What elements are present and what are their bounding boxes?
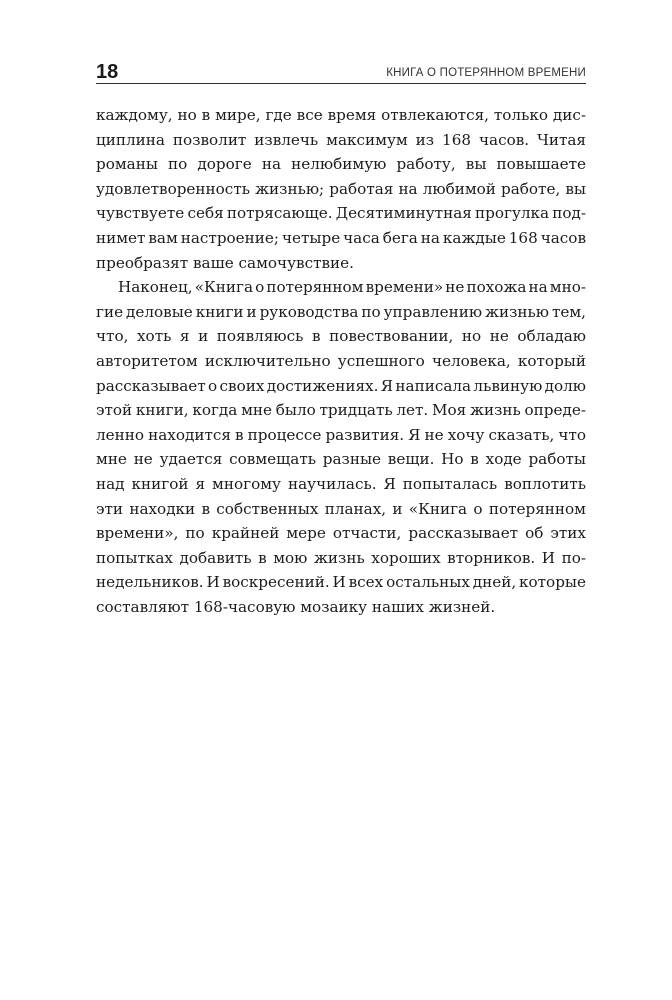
text-line: ленно находится в процессе развития. Я не хочу сказать, что xyxy=(96,425,586,444)
text-line: Наконец, «Книга о потерянном времени» не похожа на мно- xyxy=(118,278,586,297)
text-line: мне не удается совмещать разные вещи. Но в ходе работы xyxy=(96,450,586,469)
text-line: авторитетом исключительно успешного человека, который xyxy=(96,351,586,370)
text-line: этой книги, когда мне было тридцать лет. Моя жизнь опреде- xyxy=(96,401,586,420)
text-line: недельников. И воскресений. И всех остальных дней, которые xyxy=(96,573,586,592)
text-line: чувствуете себя потрясающе. Десятиминутная прогулка под- xyxy=(96,204,586,223)
page-number: 18 xyxy=(96,61,119,83)
text-line: гие деловые книги и руководства по управлению жизнью тем, xyxy=(96,302,586,321)
text-line: времени», по крайней мере отчасти, рассказывает об этих xyxy=(96,524,586,543)
text-line: составляют 168-часовую мозаику наших жизней. xyxy=(96,597,496,616)
text-line: преобразят ваше самочувствие. xyxy=(96,253,354,272)
text-line: романы по дороге на нелюбимую работу, вы повышаете xyxy=(96,155,586,174)
text-line: каждому, но в мире, где все время отвлекаются, только дис- xyxy=(96,106,586,124)
paragraph-1 xyxy=(96,103,586,275)
text-line: рассказывает о своих достижениях. Я написала львиную долю xyxy=(96,376,586,395)
text-line: над книгой я многому научилась. Я попыталась воплотить xyxy=(96,474,586,493)
text-line: удовлетворенность жизнью; работая на любимой работе, вы xyxy=(96,179,586,198)
text-line: что, хоть я и появляюсь в повествовании, но не обладаю xyxy=(96,327,586,346)
running-title: КНИГА О ПОТЕРЯННОМ ВРЕМЕНИ xyxy=(386,67,586,79)
page-header xyxy=(96,58,586,88)
header-divider xyxy=(96,83,586,84)
text-line: попытках добавить в мою жизнь хороших вторников. И по- xyxy=(96,548,586,567)
body-text xyxy=(96,103,586,619)
paragraph-2 xyxy=(96,275,586,619)
text-line: нимет вам настроение; четыре часа бега на каждые 168 часов xyxy=(96,228,586,247)
text-line: циплина позволит извлечь максимум из 168 часов. Читая xyxy=(96,130,586,149)
text-line: эти находки в собственных планах, и «Книга о потерянном xyxy=(96,499,586,518)
